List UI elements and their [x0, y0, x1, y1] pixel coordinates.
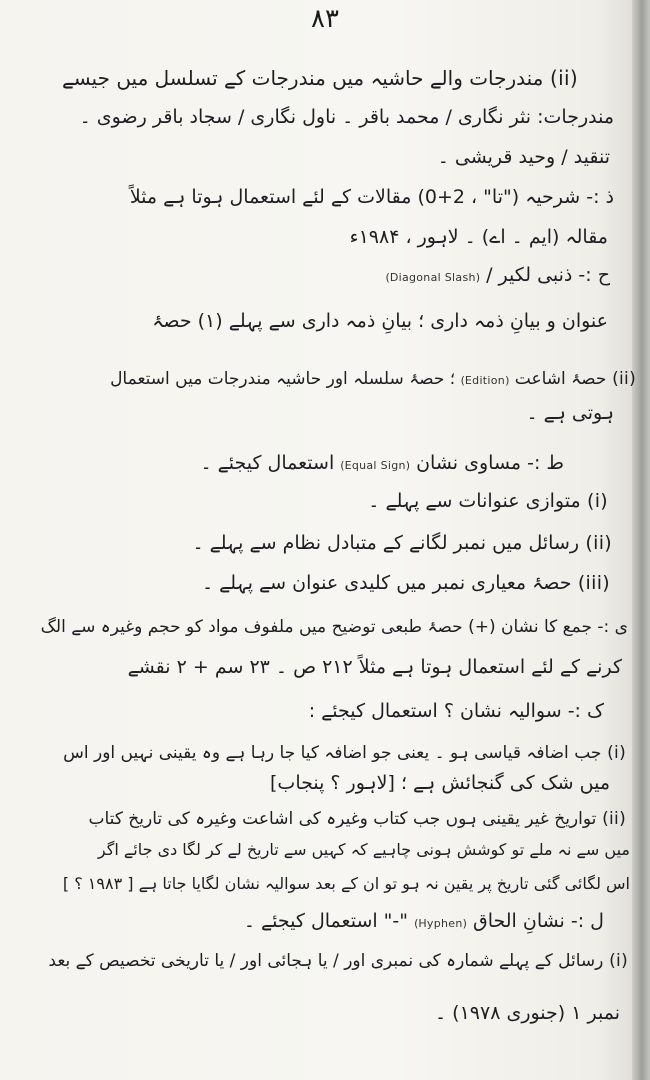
text-line: (iii) حصۂ معیاری نمبر میں کلیدی عنوان سے پہلے ۔	[201, 572, 610, 594]
text-line: میں سے نہ ملے تو کوشش ہونی چاہیے کہ کہیں سے تاریخ لے کر لگا دی جائے اگر	[97, 840, 630, 859]
text-line: (i) رسائل کے پہلے شمارہ کی نمبری اور / یا ہجائی اور / یا تاریخی تخصیص کے بعد	[48, 951, 628, 971]
text-line: ہوتی ہے ۔	[526, 402, 614, 424]
text-line: (ii) مندرجات والے حاشیہ میں مندرجات کے تسلسل میں جیسے	[62, 66, 578, 90]
text-line: تنقید / وحید قریشی ۔	[437, 146, 610, 168]
text-line: میں شک کی گنجائش ہے ؛ [لاہور ؟ پنجاب]	[270, 772, 610, 794]
text-line: ط :- مساوی نشان (Equal Sign) استعمال کیجئے ۔	[200, 452, 564, 474]
latin-term: (Hyphen)	[414, 917, 467, 930]
text-line: ی :- جمع کا نشان (+) حصۂ طبعی توضیح میں ملفوف مواد کو حجم وغیرہ سے الگ	[40, 617, 628, 637]
text-line: ک :- سوالیہ نشان ؟ استعمال کیجئے :	[308, 700, 604, 722]
text-line: عنوان و بیانِ ذمہ داری ؛ بیانِ ذمہ داری سے پہلے (۱) حصۂ	[152, 310, 608, 332]
text-line: (i) جب اضافہ قیاسی ہو ۔ یعنی جو اضافہ کیا جا رہا ہے وہ یقینی نہیں اور اس	[63, 743, 626, 763]
text-line: ذ :- شرحیہ ("تا" ، 2+0) مقالات کے لئے استعمال ہوتا ہے مثلاً	[129, 186, 614, 208]
page-binding-edge	[632, 0, 650, 1080]
latin-term: (Diagonal Slash)	[385, 271, 481, 284]
text-line: اس لگائی گئی تاریخ پر یقین نہ ہو تو ان کے بعد سوالیہ نشان لگایا جاتا ہے [ ۱۹۸۳ ؟ ]	[62, 874, 630, 893]
latin-term: (Equal Sign)	[340, 459, 411, 472]
text-line: (ii) رسائل میں نمبر لگانے کے متبادل نظام سے پہلے ۔	[192, 532, 612, 554]
page-number: ۸۳	[311, 4, 339, 34]
text-line: ح :- ذنبی لکیر / (Diagonal Slash)	[385, 264, 610, 286]
text-line: (i) متوازی عنوانات سے پہلے ۔	[368, 490, 608, 512]
latin-term: (Edition)	[460, 374, 510, 387]
text-line: مندرجات: نثر نگاری / محمد باقر ۔ ناول نگاری / سجاد باقر رضوی ۔	[79, 106, 614, 128]
text-line: ل :- نشانِ الحاق (Hyphen) "-" استعمال کیجئے ۔	[243, 910, 604, 932]
text-line: کرنے کے لئے استعمال ہوتا ہے مثلاً ۲۱۲ ص ۔ ۲۳ سم + ۲ نقشے	[127, 656, 622, 678]
text-line: نمبر ۱ (جنوری ۱۹۷۸) ۔	[434, 1002, 620, 1024]
text-line: (ii) حصۂ اشاعت (Edition) ؛ حصۂ سلسلہ اور حاشیہ مندرجات میں استعمال	[110, 369, 636, 389]
text-line: مقالہ (ایم ۔ اے) ۔ لاہور ، ۱۹۸۴ء	[349, 226, 608, 248]
text-line: (ii) تواریخ غیر یقینی ہوں جب کتاب وغیرہ کی اشاعت وغیرہ کی تاریخ کتاب	[88, 809, 626, 829]
